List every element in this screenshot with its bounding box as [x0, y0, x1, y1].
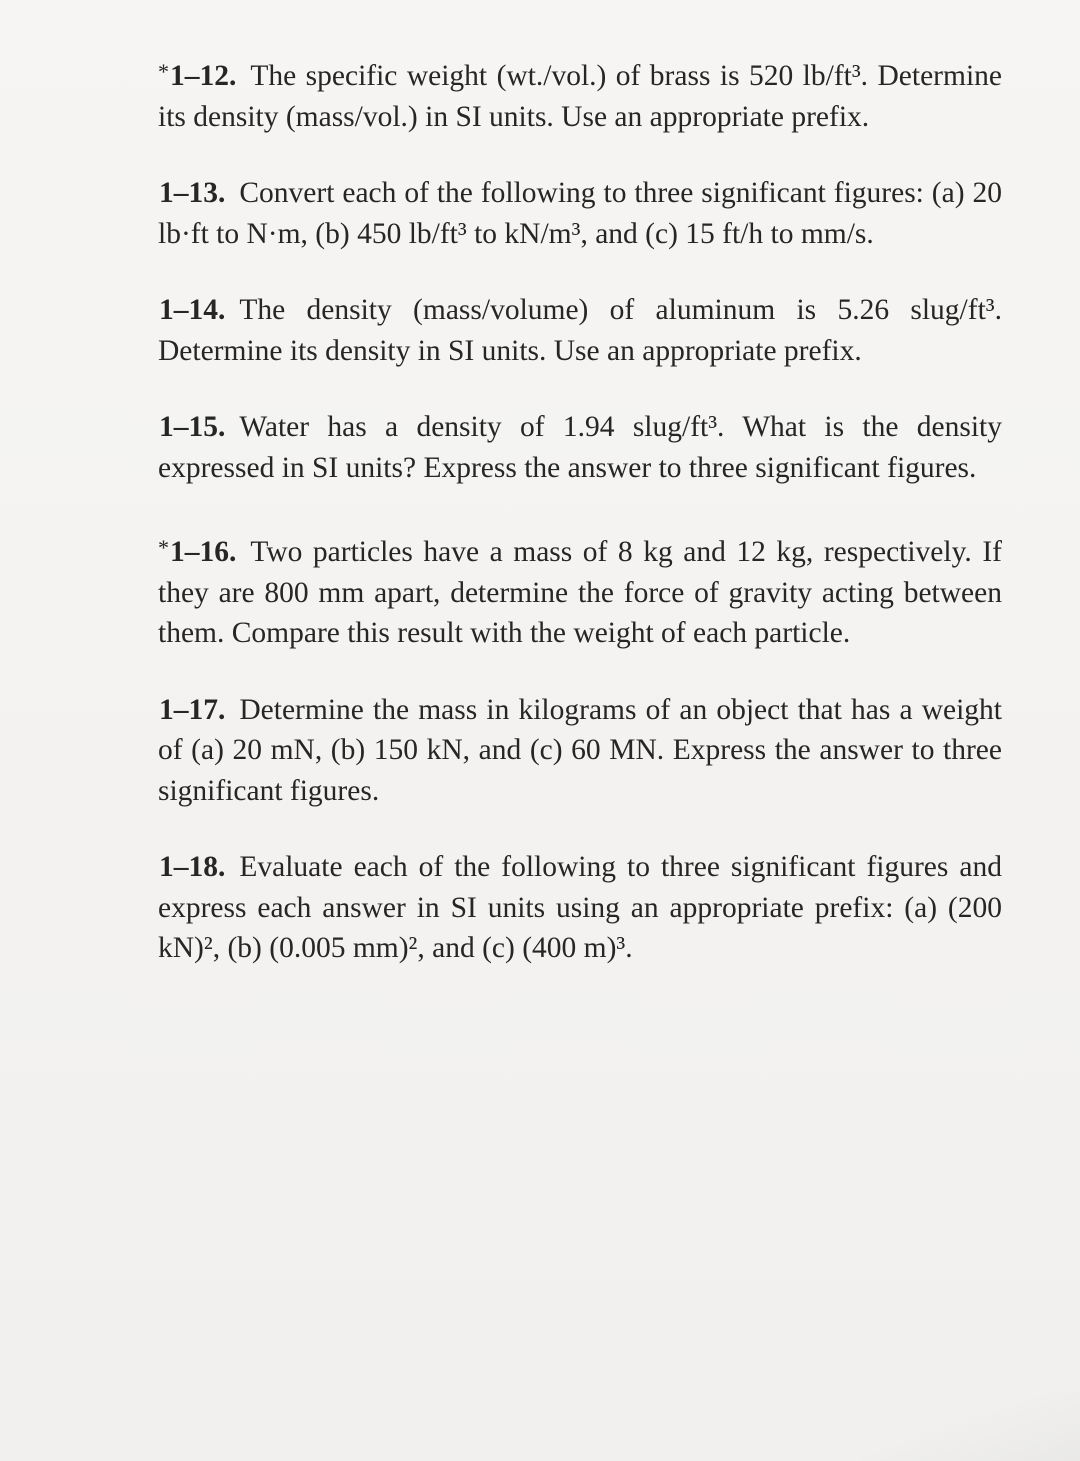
problem-1-14: [158, 286, 1002, 371]
problem-number: 1–17.: [159, 693, 226, 726]
problem-number: *1–12.: [158, 59, 237, 92]
problem-1-13: [158, 169, 1002, 254]
problem-number: 1–18.: [159, 851, 226, 883]
problem-text: The density (mass/volume) of aluminum is 5.26 slug/ft³. Determine its density in SI units. Use an appropriate prefix.: [158, 294, 1002, 367]
problem-number: *1–16.: [158, 535, 237, 568]
problem-1-16: [158, 528, 1002, 654]
problem-1-15: [158, 403, 1002, 488]
problem-text: Water has a density of 1.94 slug/ft³. What is the density expressed in SI units? Express the answer to three significant figures.: [158, 411, 1002, 484]
starred-problem-marker: *: [158, 535, 169, 560]
page-corner-shadow: [860, 1391, 1080, 1461]
problem-text: Two particles have a mass of 8 kg and 12 kg, respectively. If they are 800 mm apart, determine the force of gravity acting between them. Compare this result with the weight of each particle.: [158, 536, 1002, 649]
problem-text: Evaluate each of the following to three significant figures and express each answer in SI units using an appropriate prefix: (a) (200 kN)², (b) (0.005 mm)², and (c) (400 m)³.: [158, 851, 1002, 964]
problem-number: 1–15.: [159, 411, 226, 443]
problem-text: Determine the mass in kilograms of an object that has a weight of (a) 20 mN, (b) 150 kN, and (c) 60 MN. Express the answer to three significant figures.: [158, 693, 1002, 807]
problem-1-18: [158, 843, 1002, 969]
problem-1-12: [158, 52, 1002, 137]
starred-problem-marker: *: [158, 59, 169, 84]
problem-1-17: [158, 686, 1002, 812]
problem-number: 1–13.: [159, 177, 226, 209]
problem-text: Convert each of the following to three significant figures: (a) 20 lb·ft to N·m, (b) 450 lb/ft³ to kN/m³, and (c) 15 ft/h to mm/s.: [158, 177, 1002, 250]
problem-list: [158, 52, 1002, 969]
problem-number: 1–14.: [159, 294, 226, 326]
problem-text: The specific weight (wt./vol.) of brass is 520 lb/ft³. Determine its density (mass/vol.) in SI units. Use an appropriate prefix.: [158, 60, 1002, 133]
